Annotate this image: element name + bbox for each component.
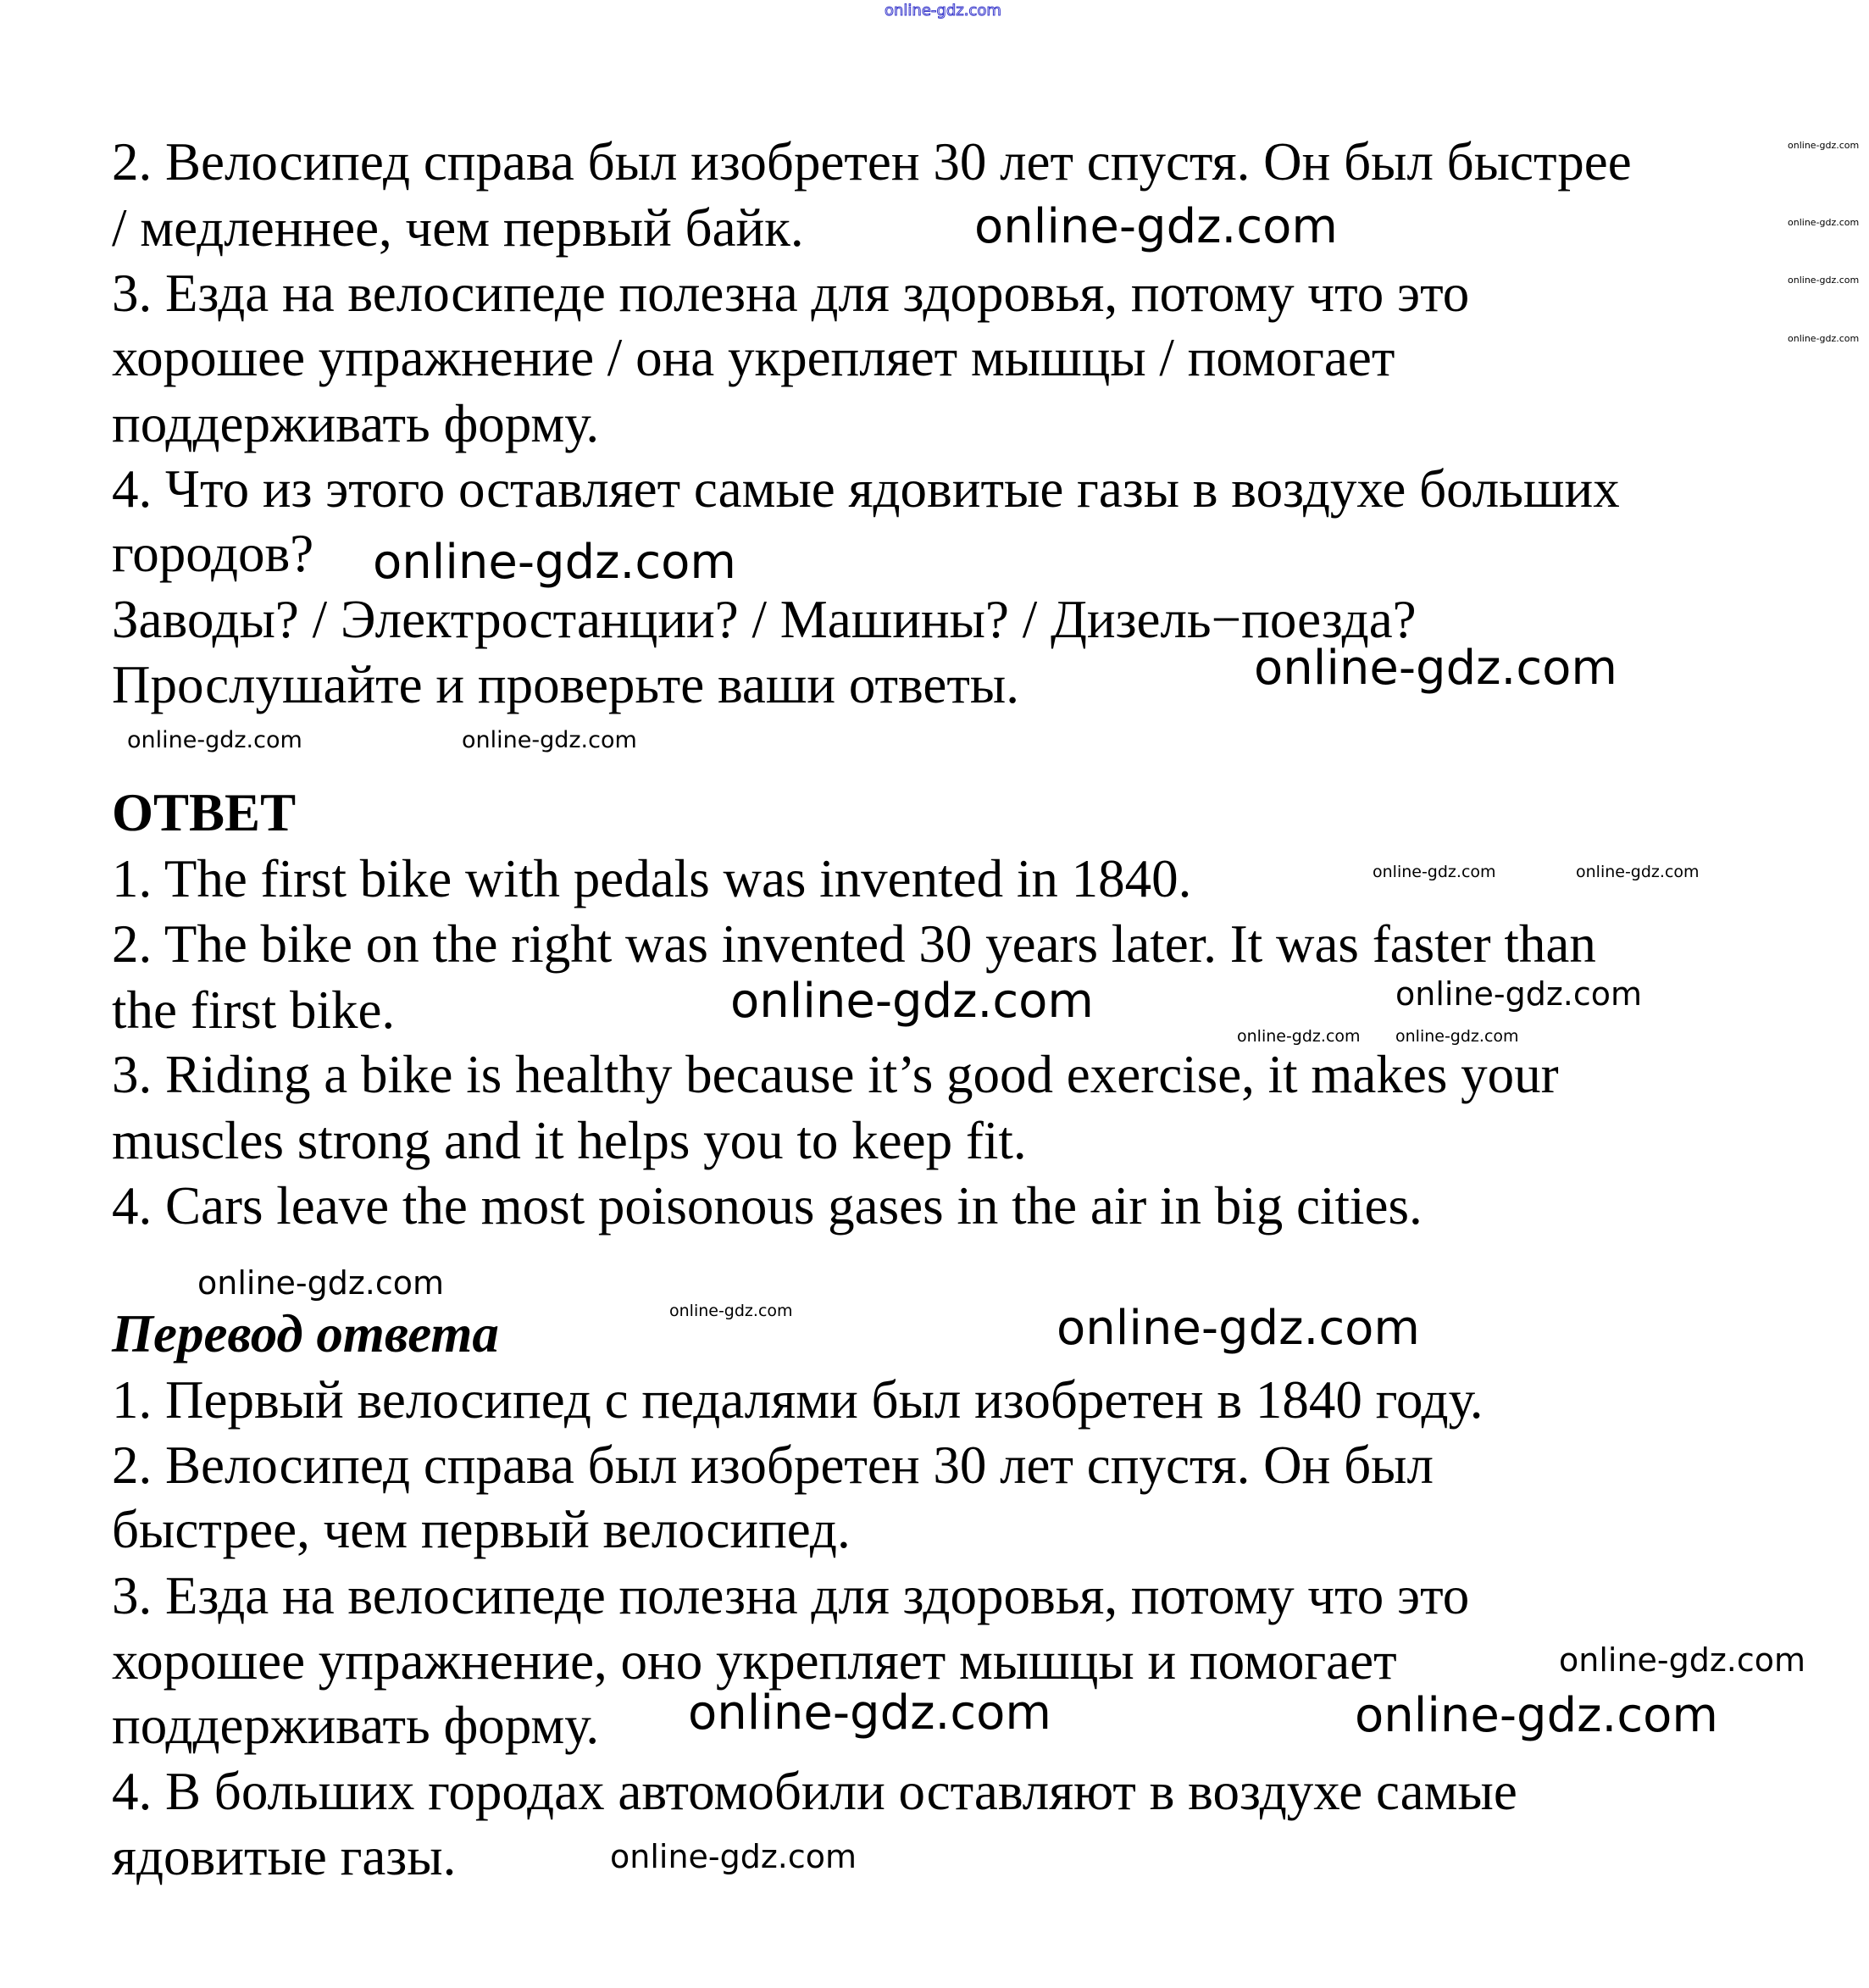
watermark: online-gdz.com [462,727,637,753]
watermark: online-gdz.com [688,1685,1051,1741]
question-line: 3. Езда на велосипеде полезна для здоровья, потому что это [112,264,1470,323]
answer-line: 2. The bike on the right was invented 30 years later. It was faster than [112,914,1596,974]
watermark: online-gdz.com [373,535,736,590]
watermark: online-gdz.com [610,1838,857,1875]
watermark: online-gdz.com [1395,975,1643,1013]
watermark: online-gdz.com [1576,863,1700,881]
question-line: Прослушайте и проверьте ваши ответы. [112,655,1019,714]
watermark: online-gdz.com [197,1264,445,1302]
question-line: 4. Что из этого оставляет самые ядовитые газы в воздухе больших [112,459,1620,519]
watermark: online-gdz.com [669,1302,793,1320]
question-line: 2. Велосипед справа был изобретен 30 лет спустя. Он был быстрее [112,132,1632,192]
translation-line: быстрее, чем первый велосипед. [112,1500,851,1559]
translation-heading: Перевод ответа [112,1304,499,1363]
translation-line: 3. Езда на велосипеде полезна для здоровья, потому что это [112,1566,1470,1625]
watermark: online-gdz.com [1254,641,1617,696]
question-line: хорошее упражнение / она укрепляет мышцы / помогает [112,328,1395,387]
watermark: online-gdz.com [1788,217,1860,228]
answer-line: 1. The first bike with pedals was invented in 1840. [112,849,1192,908]
watermark: online-gdz.com [974,199,1338,254]
watermark: online-gdz.com [1788,275,1860,286]
watermark: online-gdz.com [1559,1641,1806,1679]
translation-line: 4. В больших городах автомобили оставляют в воздухе самые [112,1762,1517,1821]
watermark: online-gdz.com [1395,1027,1519,1046]
watermark: online-gdz.com [730,974,1094,1029]
answer-heading: ОТВЕТ [112,783,297,842]
watermark: online-gdz.com [885,2,1001,19]
question-line: Заводы? / Электростанции? / Машины? / Дизель−поезда? [112,590,1417,649]
translation-line: 2. Велосипед справа был изобретен 30 лет спустя. Он был [112,1435,1434,1495]
question-line: поддерживать форму. [112,394,600,453]
watermark: online-gdz.com [1373,863,1496,881]
answer-line: 4. Cars leave the most poisonous gases in the air in big cities. [112,1176,1423,1236]
watermark: online-gdz.com [1788,140,1860,151]
translation-line: ядовитые газы. [112,1827,457,1886]
watermark: online-gdz.com [1788,333,1860,344]
translation-line: поддерживать форму. [112,1696,600,1755]
question-line: городов? [112,524,314,583]
watermark: online-gdz.com [1355,1688,1718,1743]
answer-line: muscles strong and it helps you to keep fit. [112,1111,1027,1170]
translation-line: хорошее упражнение, оно укрепляет мышцы и помогает [112,1631,1397,1691]
watermark: online-gdz.com [1237,1027,1361,1046]
watermark: online-gdz.com [1057,1301,1420,1356]
watermark: online-gdz.com [127,727,302,753]
question-line: / медленнее, чем первый байк. [112,198,804,258]
answer-line: the first bike. [112,980,396,1040]
translation-line: 1. Первый велосипед с педалями был изобретен в 1840 году. [112,1370,1484,1430]
answer-line: 3. Riding a bike is healthy because it’s good exercise, it makes your [112,1045,1559,1104]
